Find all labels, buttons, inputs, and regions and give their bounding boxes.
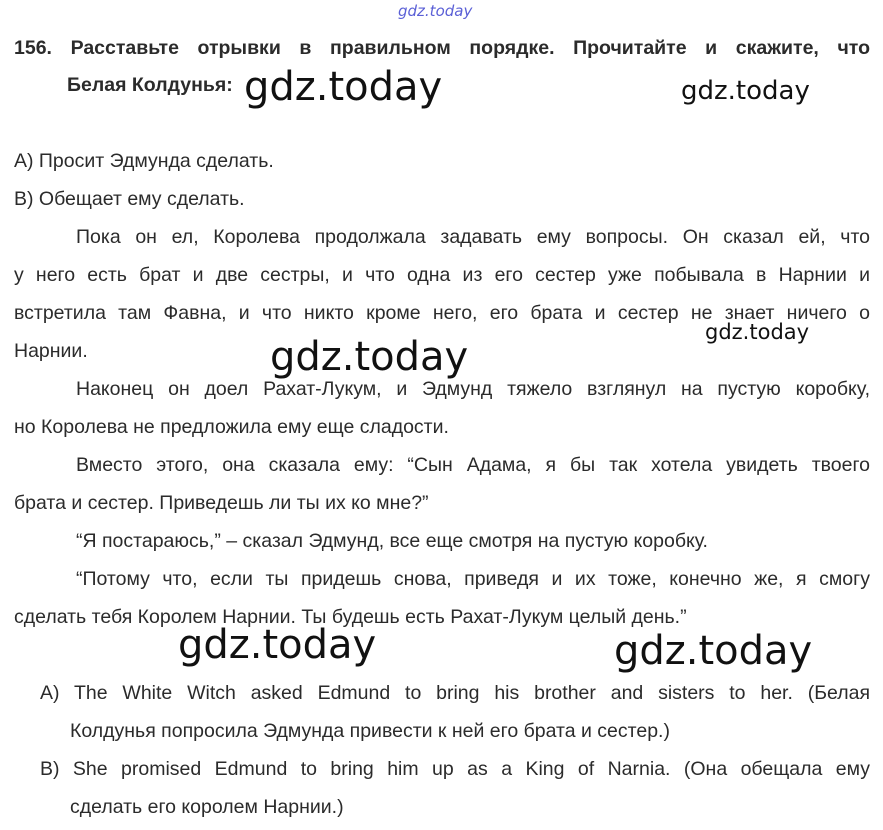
answer-line: сделать его королем Нарнии.)	[70, 796, 344, 818]
text-line: брата и сестер. Приведешь ли ты их ко мне?”	[14, 492, 429, 514]
watermark: gdz.today	[705, 320, 810, 344]
watermark: gdz.today	[681, 76, 810, 106]
watermark: gdz.today	[178, 622, 377, 668]
text-line: у него есть брат и две сестры, и что одна из его сестер уже побывала в Нарнии и	[14, 264, 870, 286]
watermark: gdz.today	[270, 334, 469, 380]
item-b: B) Обещает ему сделать.	[14, 188, 245, 210]
exercise-instruction-line2: Белая Колдунья:	[67, 74, 233, 96]
text-line: Наконец он доел Рахат-Лукум, и Эдмунд тяжело взглянул на пустую коробку,	[76, 378, 870, 400]
exercise-instruction-line1	[14, 37, 870, 60]
answer-line: B) She promised Edmund to bring him up as a King of Narnia. (Она обещала ему	[40, 758, 870, 780]
text-line: Пока он ел, Королева продолжала задавать ему вопросы. Он сказал ей, что	[76, 226, 870, 248]
text-line: Нарнии.	[14, 340, 88, 362]
text-line: встретила там Фавна, и что никто кроме него, его брата и сестер не знает ничего о	[14, 302, 870, 324]
exercise-instruction: Расставьте отрывки в правильном порядке. Прочитайте и скажите, что	[70, 37, 870, 59]
text-line: сделать тебя Королем Нарнии. Ты будешь есть Рахат-Лукум целый день.”	[14, 606, 687, 628]
text-line: но Королева не предложила ему еще сладости.	[14, 416, 449, 438]
watermark: gdz.today	[244, 64, 443, 110]
text-line: “Потому что, если ты придешь снова, приведя и их тоже, конечно же, я смогу	[76, 568, 870, 590]
exercise-number: 156.	[14, 37, 52, 59]
answer-line: Колдунья попросила Эдмунда привести к ней его брата и сестер.)	[70, 720, 670, 742]
item-a: A) Просит Эдмунда сделать.	[14, 150, 274, 172]
text-line: “Я постараюсь,” – сказал Эдмунд, все еще смотря на пустую коробку.	[76, 530, 708, 552]
text-line: Вместо этого, она сказала ему: “Сын Адама, я бы так хотела увидеть твоего	[76, 454, 870, 476]
answer-line: A) The White Witch asked Edmund to bring his brother and sisters to her. (Белая	[40, 682, 870, 704]
watermark: gdz.today	[614, 628, 813, 674]
watermark-top: gdz.today	[398, 2, 473, 20]
